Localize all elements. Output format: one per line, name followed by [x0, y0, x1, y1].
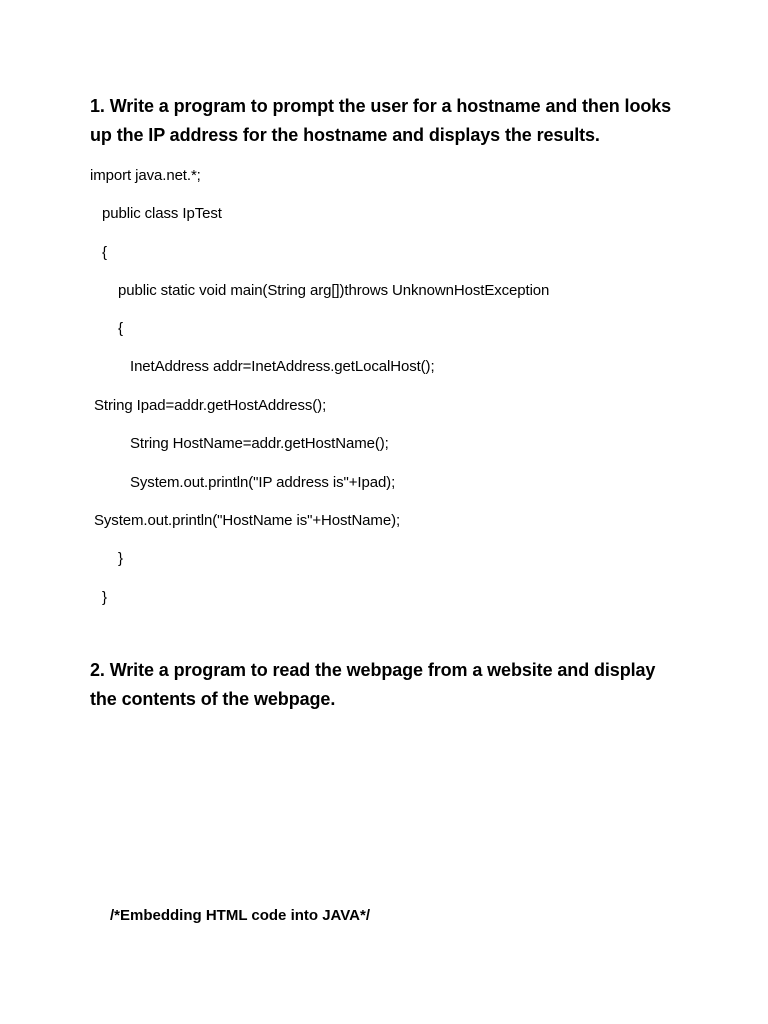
- code-line-class-open-brace: {: [102, 244, 107, 261]
- code-line-class-declaration: public class IpTest: [102, 205, 222, 222]
- question-1-line-1: 1. Write a program to prompt the user for a hostname and then looks: [90, 96, 672, 116]
- question-2-line-2: the contents of the webpage.: [90, 689, 336, 709]
- code-line-method-close-brace: }: [118, 550, 123, 567]
- code-line-import: import java.net.*;: [90, 167, 201, 184]
- code-line-hostname: String HostName=addr.getHostName();: [130, 435, 389, 452]
- question-1-line-2: up the IP address for the hostname and displays the results.: [90, 125, 600, 145]
- code-line-inetaddress: InetAddress addr=InetAddress.getLocalHost();: [130, 358, 435, 375]
- code-line-ipad: String Ipad=addr.getHostAddress();: [94, 397, 327, 414]
- question-2-line-1: 2. Write a program to read the webpage from a website and display: [90, 660, 656, 680]
- code-line-print-hostname: System.out.println("HostName is"+HostName);: [94, 512, 401, 529]
- code-line-method-open-brace: {: [118, 320, 123, 337]
- code-line-class-close-brace: }: [102, 589, 107, 606]
- code-comment: /*Embedding HTML code into JAVA*/: [110, 907, 371, 924]
- code-line-print-ip: System.out.println("IP address is"+Ipad);: [130, 474, 396, 491]
- code-line-main-method: public static void main(String arg[])throws UnknownHostException: [118, 282, 550, 299]
